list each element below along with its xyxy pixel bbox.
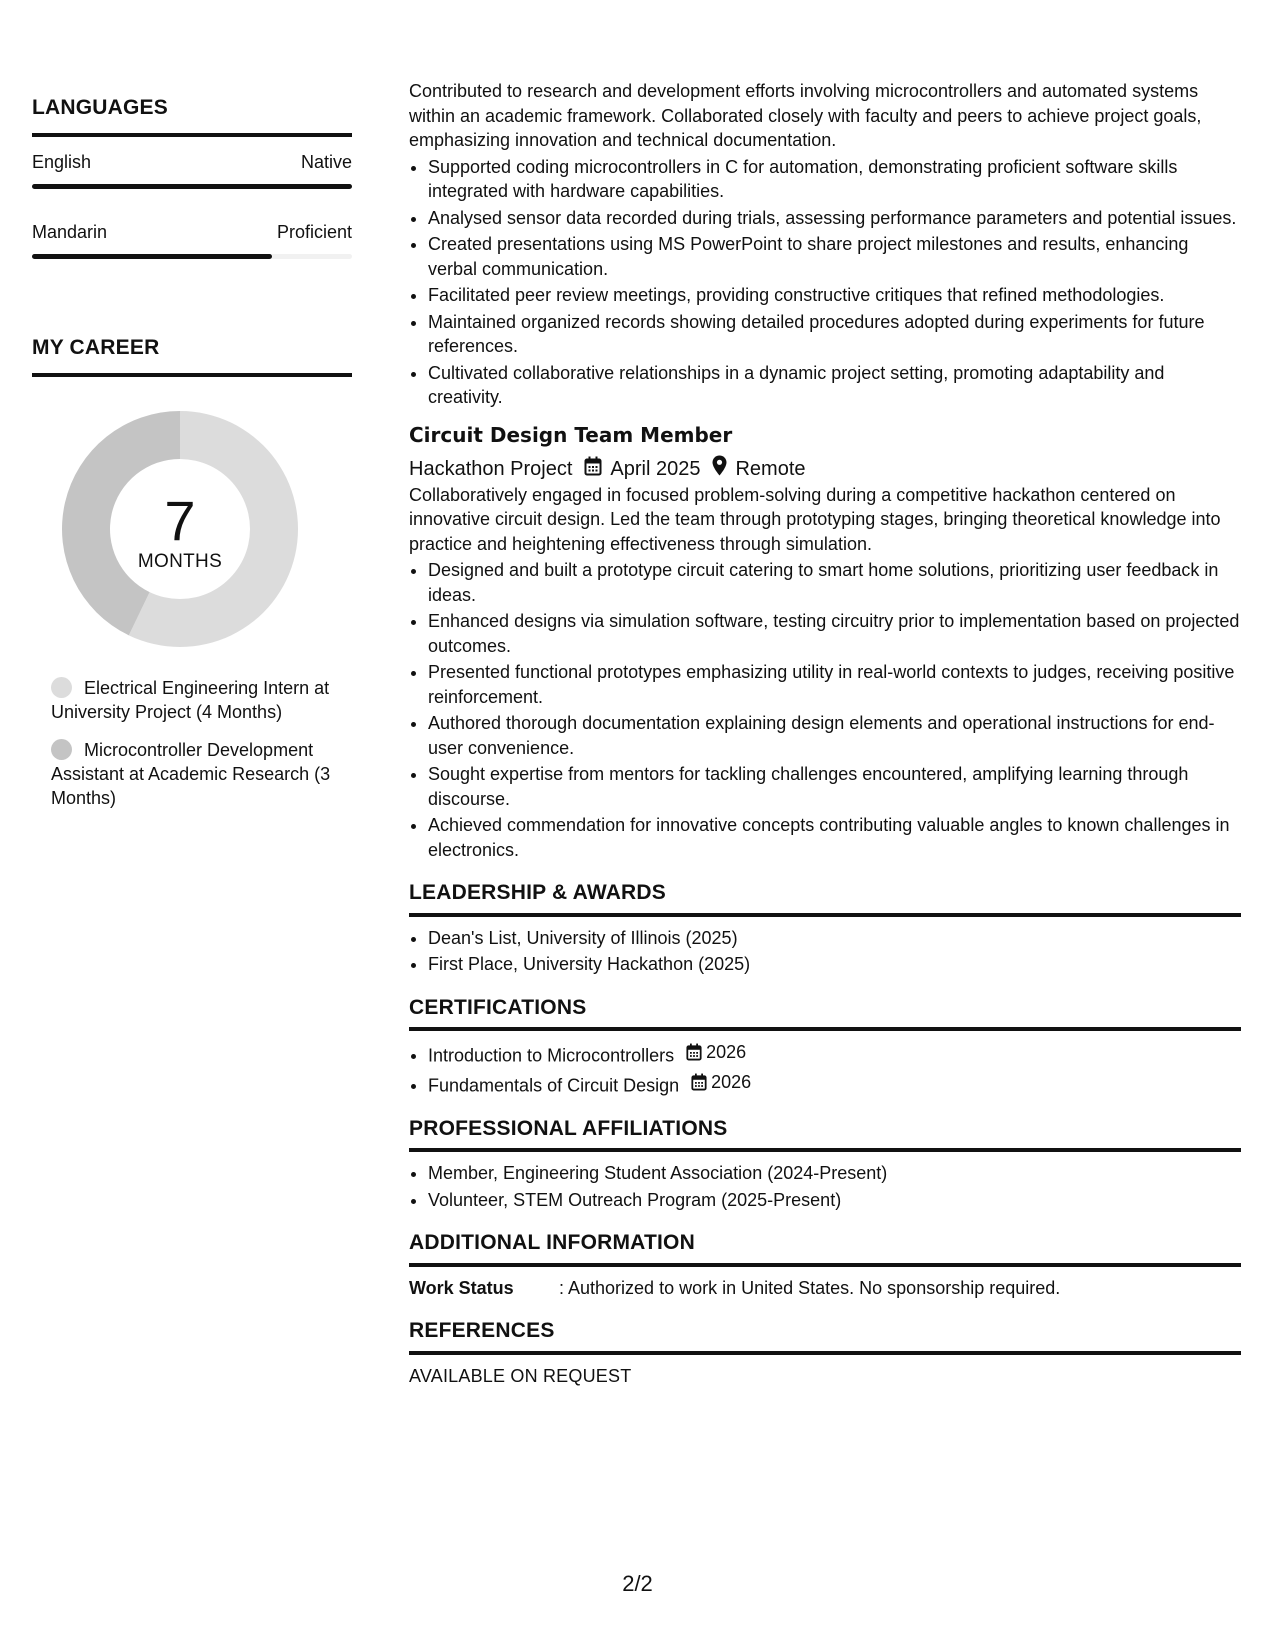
- list-item: • Facilitated peer review meetings, providing constructive critiques that refined methodologies.: [428, 283, 1241, 308]
- page-number: 2/2: [622, 1571, 653, 1596]
- certifications-list: [428, 1040, 1241, 1098]
- language-level: Native: [300, 152, 352, 172]
- language-name: Mandarin: [32, 222, 108, 242]
- job-date: April 2025: [610, 457, 701, 480]
- list-item: • Presented functional prototypes emphasizing utility in real-world contexts to judges, receiving positive reinforcement.: [428, 660, 1241, 709]
- list-item: [428, 1040, 1241, 1068]
- calendar-icon: [686, 1043, 702, 1061]
- legend-label: Electrical Engineering Intern at University Project (4 Months): [51, 678, 330, 722]
- cert-year-wrap: [691, 1070, 751, 1095]
- calendar-icon: [691, 1073, 707, 1091]
- leadership-list: [428, 926, 1241, 977]
- affiliations-list: [428, 1161, 1241, 1212]
- list-item: • Created presentations using MS PowerPoint to share project milestones and results, enhancing verbal communication.: [428, 232, 1241, 281]
- list-item: • Dean's List, University of Illinois (2025): [428, 926, 1241, 951]
- legend-swatch: [51, 739, 72, 760]
- career-total-number: 7: [164, 489, 196, 552]
- main-content: [409, 79, 1241, 1388]
- references-text: AVAILABLE ON REQUEST: [409, 1365, 632, 1386]
- calendar-icon: [584, 456, 602, 483]
- job-company: Hackathon Project: [409, 457, 573, 480]
- language-row-mandarin: [32, 222, 352, 243]
- affiliations-heading: PROFESSIONAL AFFILIATIONS: [409, 1116, 728, 1140]
- cert-name: Introduction to Microcontrollers: [428, 1045, 675, 1066]
- cert-year: 2026: [706, 1042, 747, 1062]
- career-heading-rule: [32, 373, 352, 377]
- career-total-unit: MONTHS: [137, 551, 223, 572]
- affiliations-section: [409, 1117, 1241, 1213]
- career-legend-item: [51, 738, 351, 810]
- legend-swatch: [51, 677, 72, 698]
- language-name: English: [32, 152, 92, 172]
- section-rule: [409, 913, 1241, 917]
- job-location: Remote: [735, 457, 806, 480]
- section-rule: [409, 1263, 1241, 1267]
- section-rule: [409, 1148, 1241, 1152]
- career-donut-chart: [56, 405, 304, 653]
- additional-info-heading: ADDITIONAL INFORMATION: [409, 1231, 695, 1254]
- job-description: Collaboratively engaged in focused problem-solving during a competitive hackathon centered on innovative circuit design. Led the team through prototyping stages, bringing theoretical knowledge into practice and heightening effectiveness through simulation.: [409, 484, 1221, 554]
- leadership-heading: LEADERSHIP & AWARDS: [409, 881, 666, 904]
- language-bar-english: [32, 184, 352, 189]
- language-row-english: [32, 152, 352, 173]
- experience-description: Contributed to research and development efforts involving microcontrollers and automated systems within an academic framework. Collaborated closely with faculty and peers to achieve project goals, emphasizing innovation and technical documentation.: [409, 81, 1202, 150]
- additional-info-section: [409, 1231, 1241, 1300]
- legend-label: Microcontroller Development Assistant at Academic Research (3 Months): [51, 740, 331, 808]
- work-status-label: Work Status: [409, 1277, 514, 1298]
- work-status-row: [409, 1276, 1241, 1301]
- job-title: Circuit Design Team Member: [409, 422, 733, 447]
- language-level: Proficient: [276, 222, 352, 242]
- section-rule: [409, 1351, 1241, 1355]
- list-item: [428, 1070, 1241, 1098]
- references-heading: REFERENCES: [409, 1319, 555, 1342]
- job-meta: [409, 455, 1241, 483]
- list-item: • Maintained organized records showing detailed procedures adopted during experiments for future references.: [428, 310, 1241, 359]
- languages-heading-rule: [32, 133, 352, 137]
- job-bullets: [428, 558, 1241, 862]
- map-pin-icon: [712, 455, 727, 483]
- language-bar-fill: [32, 254, 272, 259]
- leadership-section: [409, 881, 1241, 977]
- languages-heading: LANGUAGES: [32, 96, 168, 119]
- list-item: • Enhanced designs via simulation software, testing circuitry prior to implementation based on projected outcomes.: [428, 609, 1241, 658]
- certifications-heading: CERTIFICATIONS: [409, 995, 587, 1019]
- cert-year: 2026: [711, 1071, 752, 1092]
- language-bar-mandarin: [32, 254, 352, 259]
- list-item: • Member, Engineering Student Association (2024-Present): [428, 1161, 1241, 1186]
- list-item: • Volunteer, STEM Outreach Program (2025-Present): [428, 1188, 1241, 1213]
- work-status-value: : Authorized to work in United States. No sponsorship required.: [559, 1277, 1061, 1298]
- career-legend-item: [51, 676, 351, 724]
- language-bar-fill: [32, 184, 352, 189]
- list-item: • Cultivated collaborative relationships in a dynamic project setting, promoting adaptability and creativity.: [428, 361, 1241, 410]
- certifications-section: [409, 996, 1241, 1098]
- list-item: • Achieved commendation for innovative concepts contributing valuable angles to known challenges in electronics.: [428, 813, 1241, 862]
- list-item: • Analysed sensor data recorded during trials, assessing performance parameters and potential issues.: [428, 206, 1241, 231]
- cert-name: Fundamentals of Circuit Design: [428, 1075, 680, 1095]
- career-heading: MY CAREER: [32, 336, 160, 359]
- list-item: • Authored thorough documentation explaining design elements and operational instructions for end-user convenience.: [428, 711, 1241, 760]
- cert-year-wrap: [686, 1040, 746, 1065]
- list-item: • Sought expertise from mentors for tackling challenges encountered, amplifying learning through discourse.: [428, 762, 1241, 811]
- list-item: • Supported coding microcontrollers in C for automation, demonstrating proficient software skills integrated with hardware capabilities.: [428, 155, 1241, 204]
- section-rule: [409, 1027, 1241, 1031]
- list-item: • First Place, University Hackathon (2025): [428, 952, 1241, 977]
- experience-bullets: [428, 155, 1241, 410]
- list-item: • Designed and built a prototype circuit catering to smart home solutions, prioritizing user feedback in ideas.: [428, 558, 1241, 607]
- references-section: [409, 1319, 1241, 1388]
